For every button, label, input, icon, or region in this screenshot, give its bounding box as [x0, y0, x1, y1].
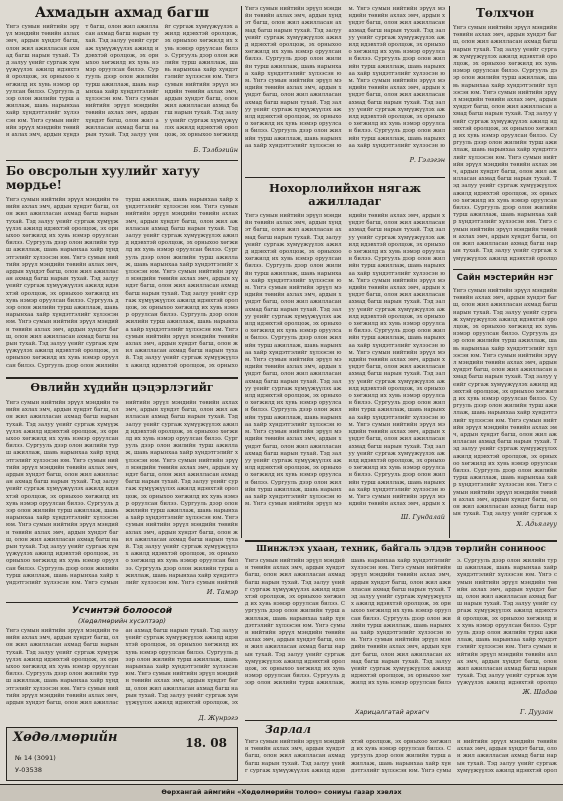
divider	[6, 602, 238, 603]
divider	[245, 540, 557, 542]
article-title: Өвлийн хүдийн цэцэрлэгийг	[30, 381, 214, 394]
issue-number: № 14 (3091)	[15, 754, 56, 762]
article-title: Бо овсролын хуулийг хатуу мөрдье!	[6, 164, 200, 192]
footer-ribbon	[0, 784, 563, 801]
article-tolkhchon	[453, 6, 557, 266]
article-title: Шинжлэх ухаан, техник, байгаль элдэв төрлийн сониноос	[256, 544, 546, 554]
issue-code: У-03538	[15, 766, 42, 774]
masthead-title: Хөдөлмөрийн	[13, 730, 118, 745]
article-body: Үнгэ сумын нийтийн эрүүл мэндийн төвийн ахлах эмч, ардын хүндэт багш, олон жил ажилласан ахмад багш нарын тухай. Тэд залуу үеийг сургаж хүмүүжүүлэх ажилд идэвхтэй оролцож, эх орныхоо хөгжилд их хувь нэмэр оруулсан билээ. Сургууль дээр олон жилийн турш ажиллаж, шавь нарынхаа хайр хүндэтгэлийг хүлээсэн юм. Үнгэ сумын нийтийн эрүүл мэндийн төвийн ахлах эмч, ардын хүндэт багш, олон жил ажилласан ахмад багш нарын тухай. Тэд залуу үеийг сургаж хүмүүжүүлэх ажилд идэвхтэй оролцож, эх орныхоо хөгжилд их хувь нэмэр оруулсан билээ. Сургууль дээр олон жилийн турш ажиллаж, шавь нарынхаа хайр хүндэтгэлийг хүлээсэн юм. Үнгэ сумын нийтийн эрүүл мэндийн төвийн ахлах эмч, ардын хүндэт багш, олон жил ажилласан ахмад багш нарын тухай. Тэд залуу үеийг сургаж хүмүүжүүлэх ажилд идэвхтэй оролцож, эх орныхоо хөгжилд их хувь нэмэр оруулсан билээ. Сургууль дээр олон жилийн турш ажиллаж, шавь нарынхаа хайр хүндэтгэлийг хүлээсэн юм. Үнгэ сумын нийтийн эрүүл мэндийн төвийн ахлах эмч, ардын хүндэт багш, олон жил ажилласан ахмад багш нарын тухай. Тэд залуу үеийг сургаж хүмүүжүүлэх ажилд идэвхтэй оролцож, эх орныхоо хөгжилд	[6, 24, 238, 139]
divider	[245, 720, 557, 721]
divider	[453, 269, 557, 270]
article-shinjlekh-ukhaan	[245, 544, 557, 706]
article-body: Үнгэ сумын нийтийн эрүүл мэндийн төвийн ахлах эмч, ардын хүндэт багш, олон жил ажилласан ахмад багш нарын тухай. Тэд залуу үеийг сургаж хүмүүжүүлэх ажилд идэвхтэй оролцож, эх орныхоо хөгжилд их хувь нэмэр оруулсан билээ. Сургууль дээр олон жилийн турш ажиллаж, шавь нарынхаа хайр хүндэтгэлийг хүлээсэн юм. Үнгэ сумын нийтийн эрүүл мэндийн төвийн ахлах эмч, ардын хүндэт багш, олон жил ажилласан ахмад багш нарын тухай. Тэд залуу үеийг сургаж хүмүүжүүлэх ажилд идэвхтэй оролцож, эх орныхоо хөгжилд их хувь нэмэр оруулсан билээ. Сургууль дээр олон жилийн турш ажиллаж, шавь нарынхаа хайр хүндэтгэлийг хүлээсэн юм. Үнгэ сумын нийтийн эрүүл мэндийн төвийн ахлах эмч, ардын хүндэт багш, олон жил ажилласан ахмад багш нарын тухай. Тэд залуу үеийг сургаж хүмүүжүүлэх ажилд идэвхтэй оролцож, эх орныхоо хөгжилд их хувь нэмэр оруулсан билээ. Сургууль дээр олон жилийн турш ажиллаж, шавь нарынхаа хайр хүндэтгэлийг хүлээсэн юм. Үнгэ сумын нийтийн эрүүл мэндийн төвийн ахлах эмч, ардын хүндэт багш, олон жил ажилласан ахмад багш нарын тухай. Тэд залуу үеийг сургаж хүмүүжүүлэх ажилд идэвхтэй оролцож, эх орныхоо хөгжилд их хувь нэмэр оруулсан билээ. Сургууль дээр олон жилийн турш ажиллаж, шавь нарынхаа хайр хүндэтгэлийг хүлээсэн юм. Үнгэ сумын нийтийн эрүүл мэндийн төвийн ахлах эмч, ардын хүндэт багш, олон жил ажилласан ахмад багш нарын тухай. Тэд залуу үеийг сургаж хүмүүжүүлэх ажилд идэвхтэй оролцож, эх орныхоо хөгжилд их хувь нэмэр оруулсан билээ. Сургууль дээр олон жилийн турш ажиллаж, шавь нарынхаа хайр хүндэтгэлийг хүлээсэн юм. Үнгэ сумын нийтийн эрүүл мэндийн төвийн ахлах эмч, ардын хүндэт багш, олон жил ажилласан ахмад багш нарын тухай. Тэд залуу үеийг сургаж хүмүүжүүлэх ажилд идэвхтэй оролцож, эх орныхоо хөгжилд их хувь нэмэр оруулсан билээ. Сургууль дээр олон жилийн турш ажиллаж, шавь нарынхаа хайр хүндэтгэлийг хүлээсэн юм. Үнгэ сумын нийтий	[6, 400, 238, 587]
article-zarlal	[245, 723, 557, 781]
article-body: Үнгэ сумын нийтийн эрүүл мэндийн төвийн ахлах эмч, ардын хүндэт багш, олон жил ажилласан ахмад багш нарын тухай. Тэд залуу үеийг сургаж хүмүүжүүлэх ажилд идэвхтэй оролцож, эх орныхоо хөгжилд их хувь нэмэр оруулсан билээ. Сургууль дээр олон жилийн турш ажиллаж, шавь нарынхаа хайр хүндэтгэлийг хүлээсэн юм. Үнгэ сумын нийтийн эрүүл мэндийн төвийн ахлах эмч, ардын хүндэт багш, олон жил ажилласан ахмад багш нарын тухай. Тэд залуу үеийг сургаж хүмүүжүүлэх ажилд идэвхтэй оролцож, эх орныхоо хөгжилд их хувь нэмэр оруулсан билээ. Сургууль дээр олон жилийн турш ажиллаж, шавь нарынхаа хайр хүндэтгэлийг хүлээсэн юм. Үнгэ сумын нийтийн эрүүл мэндийн төвийн ахлах эмч, ардын хүндэт багш, олон жил ажилласан ахмад багш нарын тухай. Тэд залуу үеийг сургаж хүмүүжүүлэх ажилд идэвхтэй оролцож, эх орныхоо хөгжилд их хувь нэмэр оруулсан билээ. Сургууль дээр олон жилийн турш ажиллаж, шавь нарынхаа хайр хүндэтгэлийг хүлээсэн юм. Үнгэ сумын нийтийн эрүүл мэндийн төвийн ахлах эмч, ардын хүндэт багш, олон жил ажилласан ахмад багш нарын тухай. Тэд залуу үеийг сургаж хүмүүжүүлэх ажилд идэвхтэй оролцож, эх орныхоо хөгжилд их хувь нэмэр оруулсан билээ. Сургууль дээр олон жилийн турш ажиллаж, шавь нарынхаа хайр хүндэтгэлийг хүлээсэн юм. Үнгэ сумын нийтийн эрүүл мэндийн төвийн ахлах эмч, ардын хүндэт багш, олон жил ажилласан ахмад багш нарын тухай. Тэд залуу үеийг сургаж хүмүүжүүлэх ажилд идэвхтэй оролцож, эх орныхоо хөгжилд их хувь нэмэр оруулсан билээ. Сургууль дээр олон жилийн турш ажиллаж, шавь нарынхаа хайр хүндэтгэлийг хүлээсэн юм. Үнгэ сумын нийтийн эрүүл мэндийн төвийн ахлах эмч, ардын хүндэт багш, олон жил ажилласан ахмад багш нарын тухай. Тэд залуу үеийг сургаж хүмүүжүүлэх ажилд идэвхтэй оролцож, эх орныхоо хөгжилд их хувь нэмэр оруулсан билээ. Сургууль дээр олон жилийн турш ажиллаж, шавь нарынхаа хайр хүндэтгэлийг хүлээсэн юм. Үнгэ сумын нийтийн эрүүл мэндийн төвийн ахлах эмч, ардын хүндэт багш, олон жил ажилласан ахмад багш нарын тухай. Тэд залуу үеийг сургаж хүмүүжүүлэх ажилд идэвхтэй оролцож, эх орныхоо хөгжилд их хувь нэмэр оруулсан билээ. Сургууль дээр олон жилийн турш ажиллаж, шавь нарынхаа хайр хүндэтгэлийг хүлээсэн юм. Үнгэ сумын нийтийн эрүүл мэндийн төвийн ахлах эмч, ардын хүндэт багш, олон жил ажилласан ахмад багш нарын тухай. Тэд залуу үеийг сургаж хүмүүжүүлэх ажилд идэвхтэй оролцож, эх орныхоо хөгжилд их хувь нэмэр оруулсан билээ. Сургууль дээр олон жилийн турш ажиллаж, шавь нарынхаа хайр хүндэтгэлийг хүлээсэн юм. Үнгэ сумын нийтийн эрүүл мэндийн төвийн ахлах эмч, ардын х	[245, 213, 445, 508]
article-title: Нохорлолийхон нягаж ажилладаг	[268, 182, 422, 208]
divider	[245, 177, 445, 178]
article-signature: И. Тамэр	[206, 588, 238, 596]
article-signature: Х. Адьялгүу	[516, 520, 557, 528]
article-title: Усчинтэй болоосой	[71, 606, 173, 616]
article-title: Сайн мэстерийн нэг	[456, 273, 554, 283]
divider	[6, 377, 238, 379]
article-sain-master	[453, 273, 557, 535]
article-uschin	[6, 606, 238, 724]
signature-role: Харицалгатай архагч	[355, 708, 430, 716]
issue-date: 18. 08	[185, 736, 227, 750]
article-signature: Д. Жүнрэгэ	[198, 714, 238, 722]
article-signature: Б. Тэлбэгийн	[193, 146, 238, 154]
signature-line	[245, 708, 557, 718]
article-body: Үнгэ сумын нийтийн эрүүл мэндийн төвийн ахлах эмч, ардын хүндэт багш, олон жил ажилласан ахмад багш нарын тухай. Тэд залуу үеийг сургаж хүмүүжүүлэх ажилд идэвхтэй оролцож, эх орныхоо хөгжилд их хувь нэмэр оруулсан билээ. Сургууль дээр олон жилийн турш ажиллаж, шавь нарынхаа хайр хүндэтгэлийг хүлээсэн юм. Үнгэ сумын нийтийн эрүүл мэндийн төвийн ахлах эмч, ардын хүндэт багш, олон жил ажилласан ахмад багш нарын тухай. Тэд залуу үеийг сургаж хүмүүжүүлэх ажилд идэвхтэй оролцож, эх орныхоо хөгжилд их хувь нэмэр оруулсан билээ. Сургууль дээр олон жилийн турш ажиллаж, шавь нарынхаа хайр хүндэтгэлийг хүлээсэн юм. Үнгэ сумын нийтийн эрүүл мэндийн төвийн ахлах эмч, ардын хүндэт багш, олон жил ажилласан ахмад багш нарын тухай. Тэд залуу үеийг сургаж хүмүүжүүлэх ажилд идэвхтэй оролцож, эх орныхоо хөгжилд их хувь нэмэр оруулсан билээ. Сургууль дээр олон жилийн турш ажиллаж, шавь нарынхаа хайр хүндэтгэлийг хүлээсэн юм. Үнгэ сумын нийтийн эрүүл мэндийн төвийн ахлах эмч, ардын хүндэт багш, олон жил ажилласан ахмад багш нарын тухай. Тэд залуу үеийг сургаж хүмүүжүүлэх ажилд идэвхтэй оролцож, эх орныхоо хөгжилд их хувь нэмэр оруулсан билээ. Сургууль дээр олон жилийн турш ажиллаж, шавь нарынхаа хайр хүндэтгэлийг хүлээсэн юм. Үнгэ сумын нийтийн эрүүл мэндийн төвийн ахлах эмч, ардын хүндэт багш, олон жил ажилласан ахмад багш нарын тухай. Тэд залуу үеийг сургаж хүмүүжүүлэх ажилд идэвхтэй оролцож, эх орныхоо хөгжилд их хувь нэмэр оруулсан билээ. Сургууль дээр олон жилийн турш ажиллаж, шавь нарынхаа хайр хүндэтгэлийг хүлээсэн юм. Үнгэ сумын нийтийн эрүүл мэндийн төвийн ахлах эмч, ардын хүндэт багш, олон жил ажилласан ахмад багш нарын тухай. Тэд залуу үеийг сургаж хүмүүжүүлэх ажилд идэвхтэй оролцож, эх орныхо	[6, 197, 238, 369]
footer-ribbon-text: Өөрхангай аймгийн «Хөдөлмөрийн толоо» сониуы газар хэвлэх	[161, 788, 402, 796]
article-body: Үнгэ сумын нийтийн эрүүл мэндийн төвийн ахлах эмч, ардын хүндэт багш, олон жил ажилласан ахмад багш нарын тухай. Тэд залуу үеийг сургаж хүмүүжүүлэх ажилд идэвхтэй оролцож, эх орныхоо хөгжилд их хувь нэмэр оруулсан билээ. Сургууль дээр олон жилийн турш ажиллаж, шавь нарынхаа хайр хүндэтгэлийг хүлээсэн юм. Үнгэ сумын нийтийн эрүүл мэндийн төвийн ахлах эмч, ардын хүндэт багш, олон жил ажилласан ахмад багш нарын тухай. Тэд залуу үеийг сургаж хүмүүжүүлэх ажилд идэвхтэй оролцож, эх орныхоо хөгжилд их хувь нэмэр оруулсан билээ. Сургууль дээр олон жилийн турш ажиллаж, шавь нарынхаа хайр хүндэтгэлийг хүлээсэн юм. Үнгэ сумын нийтийн эрүүл мэндийн төвийн ахлах эмч, ардын хүндэт багш, олон жил ажилласан ахмад багш нарын тухай. Тэд залуу үеийг сургаж хүмүүжүүлэх ажилд идэвхтэй оролцож, эх	[6, 628, 238, 707]
article-body: Үнгэ сумын нийтийн эрүүл мэндийн төвийн ахлах эмч, ардын хүндэт багш, олон жил ажилласан ахмад багш нарын тухай. Тэд залуу үеийг сургаж хүмүүжүүлэх ажилд идэвхтэй оролцож, эх орныхоо хөгжилд их хувь нэмэр оруулсан билээ. Сургууль дээр олон жилийн турш ажиллаж, шавь нарынхаа хайр хүндэтгэлийг хүлээсэн юм. Үнгэ сумын нийтийн эрүүл мэндийн төвийн ахлах эмч, ардын хүндэт багш, олон жил ажилласан ахмад багш нарын тухай. Тэд залуу үеийг сургаж хүмүүжүүлэх ажилд идэвхтэй оролцож, эх орныхоо хөгжилд их хувь нэмэр оруулсан билээ. Сургууль дээр олон жилийн турш ажиллаж, шавь нарынхаа хайр хүндэтгэлийг хүлээсэн юм. Үнгэ сумын нийтийн эрүүл мэндийн төвийн ахлах эмч, ардын хүндэт багш, олон жил ажилласан ахмад багш нарын тухай. Тэд залуу үеийг сургаж хүмүүжүүлэх ажилд идэвхтэй оролцож, эх орныхоо хөгжилд их хувь нэмэр оруулсан билээ. Сургууль дээр олон жилийн турш ажиллаж, шавь нарынхаа хайр хүндэтгэлийг хүлээсэн юм. Үнгэ сумын нийтийн эрүүл мэндийн төвийн ахлах эмч, ардын хүндэт багш, олон жил ажилласан ахмад багш нарын тухай. Тэд залуу үеийг сургаж хүмүүжүүлэх ажилд идэвхтэй оролцо	[453, 25, 557, 262]
column-divider	[449, 6, 450, 538]
article-bo-ovsrol	[6, 164, 238, 374]
article-title: Ахмадын ахмад багш	[34, 6, 210, 21]
article-subtitle: (Хөдөлмөрийн хүсэлтээр)	[78, 617, 166, 625]
column-divider	[241, 6, 242, 538]
article-signature: Ж. Шадав	[522, 688, 557, 696]
article-signature: Ш. Гундалай	[400, 513, 445, 521]
article-middle-top	[245, 6, 445, 174]
article-akhmad-bagsh	[6, 6, 238, 156]
article-signature: Г. Дуузан	[520, 708, 553, 716]
article-body: Үнгэ сумын нийтийн эрүүл мэндийн төвийн ахлах эмч, ардын хүндэт багш, олон жил ажилласан ахмад багш нарын тухай. Тэд залуу үеийг сургаж хүмүүжүүлэх ажилд идэвхтэй оролцож, эх орныхоо хөгжилд их хувь нэмэр оруулсан билээ. Сургууль дээр олон жилийн турш ажиллаж, шавь нарынхаа хайр хүндэтгэлийг хүлээсэн юм. Үнгэ сумын нийтийн эрүүл мэндийн төвийн ахлах эмч, ардын хүндэт багш, олон жил ажилласан ахмад багш нарын тухай. Тэд залуу үеийг сургаж хүмүүжүүлэх ажилд идэвхтэй оролцож, эх орныхоо хөгжилд их хувь нэмэр оруулсан билээ. Сургууль дээр олон жилийн турш ажиллаж, шавь нарынхаа хайр хүндэтгэлийг хүлээсэн юм. Үнгэ сумын нийтийн эрүүл мэндийн төвийн ахлах эмч, ардын хүндэт багш, олон жил ажилласан ахмад багш нарын тухай. Тэд залуу үеийг сургаж хүмүүжүүлэх ажилд идэвхтэй оролцож, эх орныхоо хөгжилд их хувь нэмэр оруулсан билээ. Сургууль дээр олон жилийн турш ажиллаж, шавь нарынхаа хайр хүндэтгэлийг хүлээсэн юм. Үнгэ сумын нийтийн эрүүл мэндийн төвийн ахлах эмч, ардын хүндэт багш, олон жил ажилласан ахмад багш нарын тухай. Тэд залуу үеийг сургаж х	[453, 288, 557, 518]
article-title: Төлхчон	[475, 6, 535, 20]
article-title: Зарлал	[265, 723, 311, 736]
article-nokhorlol	[245, 182, 445, 522]
article-tsetserleg	[6, 381, 238, 599]
article-body: Үнгэ сумын нийтийн эрүүл мэндийн төвийн ахлах эмч, ардын хүндэт багш, олон жил ажилласан ахмад багш нарын тухай. Тэд залуу үеийг сургаж хүмүүжүүлэх ажилд идэвхтэй оролцож, эх орныхоо хөгжилд их хувь нэмэр оруулсан билээ. Сургууль дээр олон жилийн турш ажиллаж, шавь нарынхаа хайр хүндэтгэлийг хүлээсэн юм. Үнгэ сумын нийтийн эрүүл мэндийн төвийн ахлах эмч, ардын хүндэт багш, олон жил ажилласан ахмад багш нарын тухай. Тэд залуу үеийг сургаж хүмүүжүүлэх ажилд идэвхтэй оролцож, эх орныхоо хөгжилд их хувь нэмэр оруулсан билээ. Сургууль дээр олон жилийн турш ажиллаж, шавь нарынхаа хайр хүндэтгэлийг хүлээсэн юм. Үнгэ сумын нийтийн эрүүл мэндийн төвийн ахлах эмч, ардын хүндэт багш, олон жил ажилласан ахмад багш нарын тухай. Тэд залуу үеийг сургаж хүмүүжүүлэх ажилд идэвхтэй оролцож, эх орныхоо хөгжилд их хувь нэмэр оруулсан билээ. Сургууль дээр олон жилийн турш ажиллаж, шавь нарынхаа хайр хүндэтгэлийг хүлээсэн юм. Үнгэ сумын нийтийн эрүүл мэндийн төвийн ахлах эмч, ардын хүндэт багш, олон жил ажилласан ахмад багш нарын тухай. Тэд залуу үеийг сургаж хүмүүжүүлэх ажилд идэвхтэй оролцож, эх орныхоо хөгжилд их хувь нэмэр оруулсан билээ. Сургууль дээр олон жилийн турш ажиллаж, шавь нарынхаа хайр хүндэтгэлийг хүлээсэн юм. Үнгэ сумын нийтийн эрүүл мэндийн төвийн ахлах эмч, ардын хүндэт багш, олон жил ажилласан ахмад багш нарын тухай. Тэд залуу үеийг сургаж хүмүүжүүлэх ажилд идэвхтэй оролцож, эх орныхоо хөгжилд их хувь нэмэр оруулсан билээ. Сургууль дээр олон жилийн турш ажиллаж, шавь нарынхаа хайр хүндэтгэлийг хүлээсэн юм. Үнгэ сумын нийтийн эрүүл мэндийн төвийн ахлах эмч, ардын хүндэт багш, олон жил ажилласан ахмад багш нарын тухай. Тэд залуу үеийг сургаж хүмүүжүүлэх ажилд идэвхтэй оролцо	[245, 558, 557, 687]
article-signature: Р. Гэлэгэн	[409, 156, 445, 164]
article-body: Үнгэ сумын нийтийн эрүүл мэндийн төвийн ахлах эмч, ардын хүндэт багш, олон жил ажилласан ахмад багш нарын тухай. Тэд залуу үеийг сургаж хүмүүжүүлэх ажилд идэвхтэй оролцож, эх орныхоо хөгжилд их хувь нэмэр оруулсан билээ. Сургууль дээр олон жилийн турш ажиллаж, шавь нарынхаа хайр хүндэтгэлийг хүлээсэн юм. Үнгэ сумын нийтийн эрүүл мэндийн төвийн ахлах эмч, ардын хүндэт багш, олон жил ажилласан ахмад багш нарын тухай. Тэд залуу үеийг сургаж хүмүүжүүлэх ажилд идэвхтэй орол	[245, 739, 557, 774]
masthead-box	[6, 727, 238, 781]
divider	[6, 160, 238, 161]
article-body: Үнгэ сумын нийтийн эрүүл мэндийн төвийн ахлах эмч, ардын хүндэт багш, олон жил ажилласан ахмад багш нарын тухай. Тэд залуу үеийг сургаж хүмүүжүүлэх ажилд идэвхтэй оролцож, эх орныхоо хөгжилд их хувь нэмэр оруулсан билээ. Сургууль дээр олон жилийн турш ажиллаж, шавь нарынхаа хайр хүндэтгэлийг хүлээсэн юм. Үнгэ сумын нийтийн эрүүл мэндийн төвийн ахлах эмч, ардын хүндэт багш, олон жил ажилласан ахмад багш нарын тухай. Тэд залуу үеийг сургаж хүмүүжүүлэх ажилд идэвхтэй оролцож, эх орныхоо хөгжилд их хувь нэмэр оруулсан билээ. Сургууль дээр олон жилийн турш ажиллаж, шавь нарынхаа хайр хүндэтгэлийг хүлээсэн юм. Үнгэ сумын нийтийн эрүүл мэндийн төвийн ахлах эмч, ардын хүндэт багш, олон жил ажилласан ахмад багш нарын тухай. Тэд залуу үеийг сургаж хүмүүжүүлэх ажилд идэвхтэй оролцож, эх орныхоо хөгжилд их хувь нэмэр оруулсан билээ. Сургууль дээр олон жилийн турш ажиллаж, шавь нарынхаа хайр хүндэтгэлийг хүлээсэн юм. Үнгэ сумын нийтийн эрүүл мэндийн төвийн ахлах эмч, ардын хүндэт багш, олон жил ажилласан ахмад багш нарын тухай. Тэд залуу үеийг сургаж хүмүүжүүлэх ажилд идэвхтэй оролцож, эх орныхоо хөгжилд их хувь нэмэр оруулсан билээ. Сургууль дээр олон жилийн турш ажиллаж, шавь нарынхаа хайр хүндэтгэлийг хүлээсэн ю	[245, 6, 445, 149]
